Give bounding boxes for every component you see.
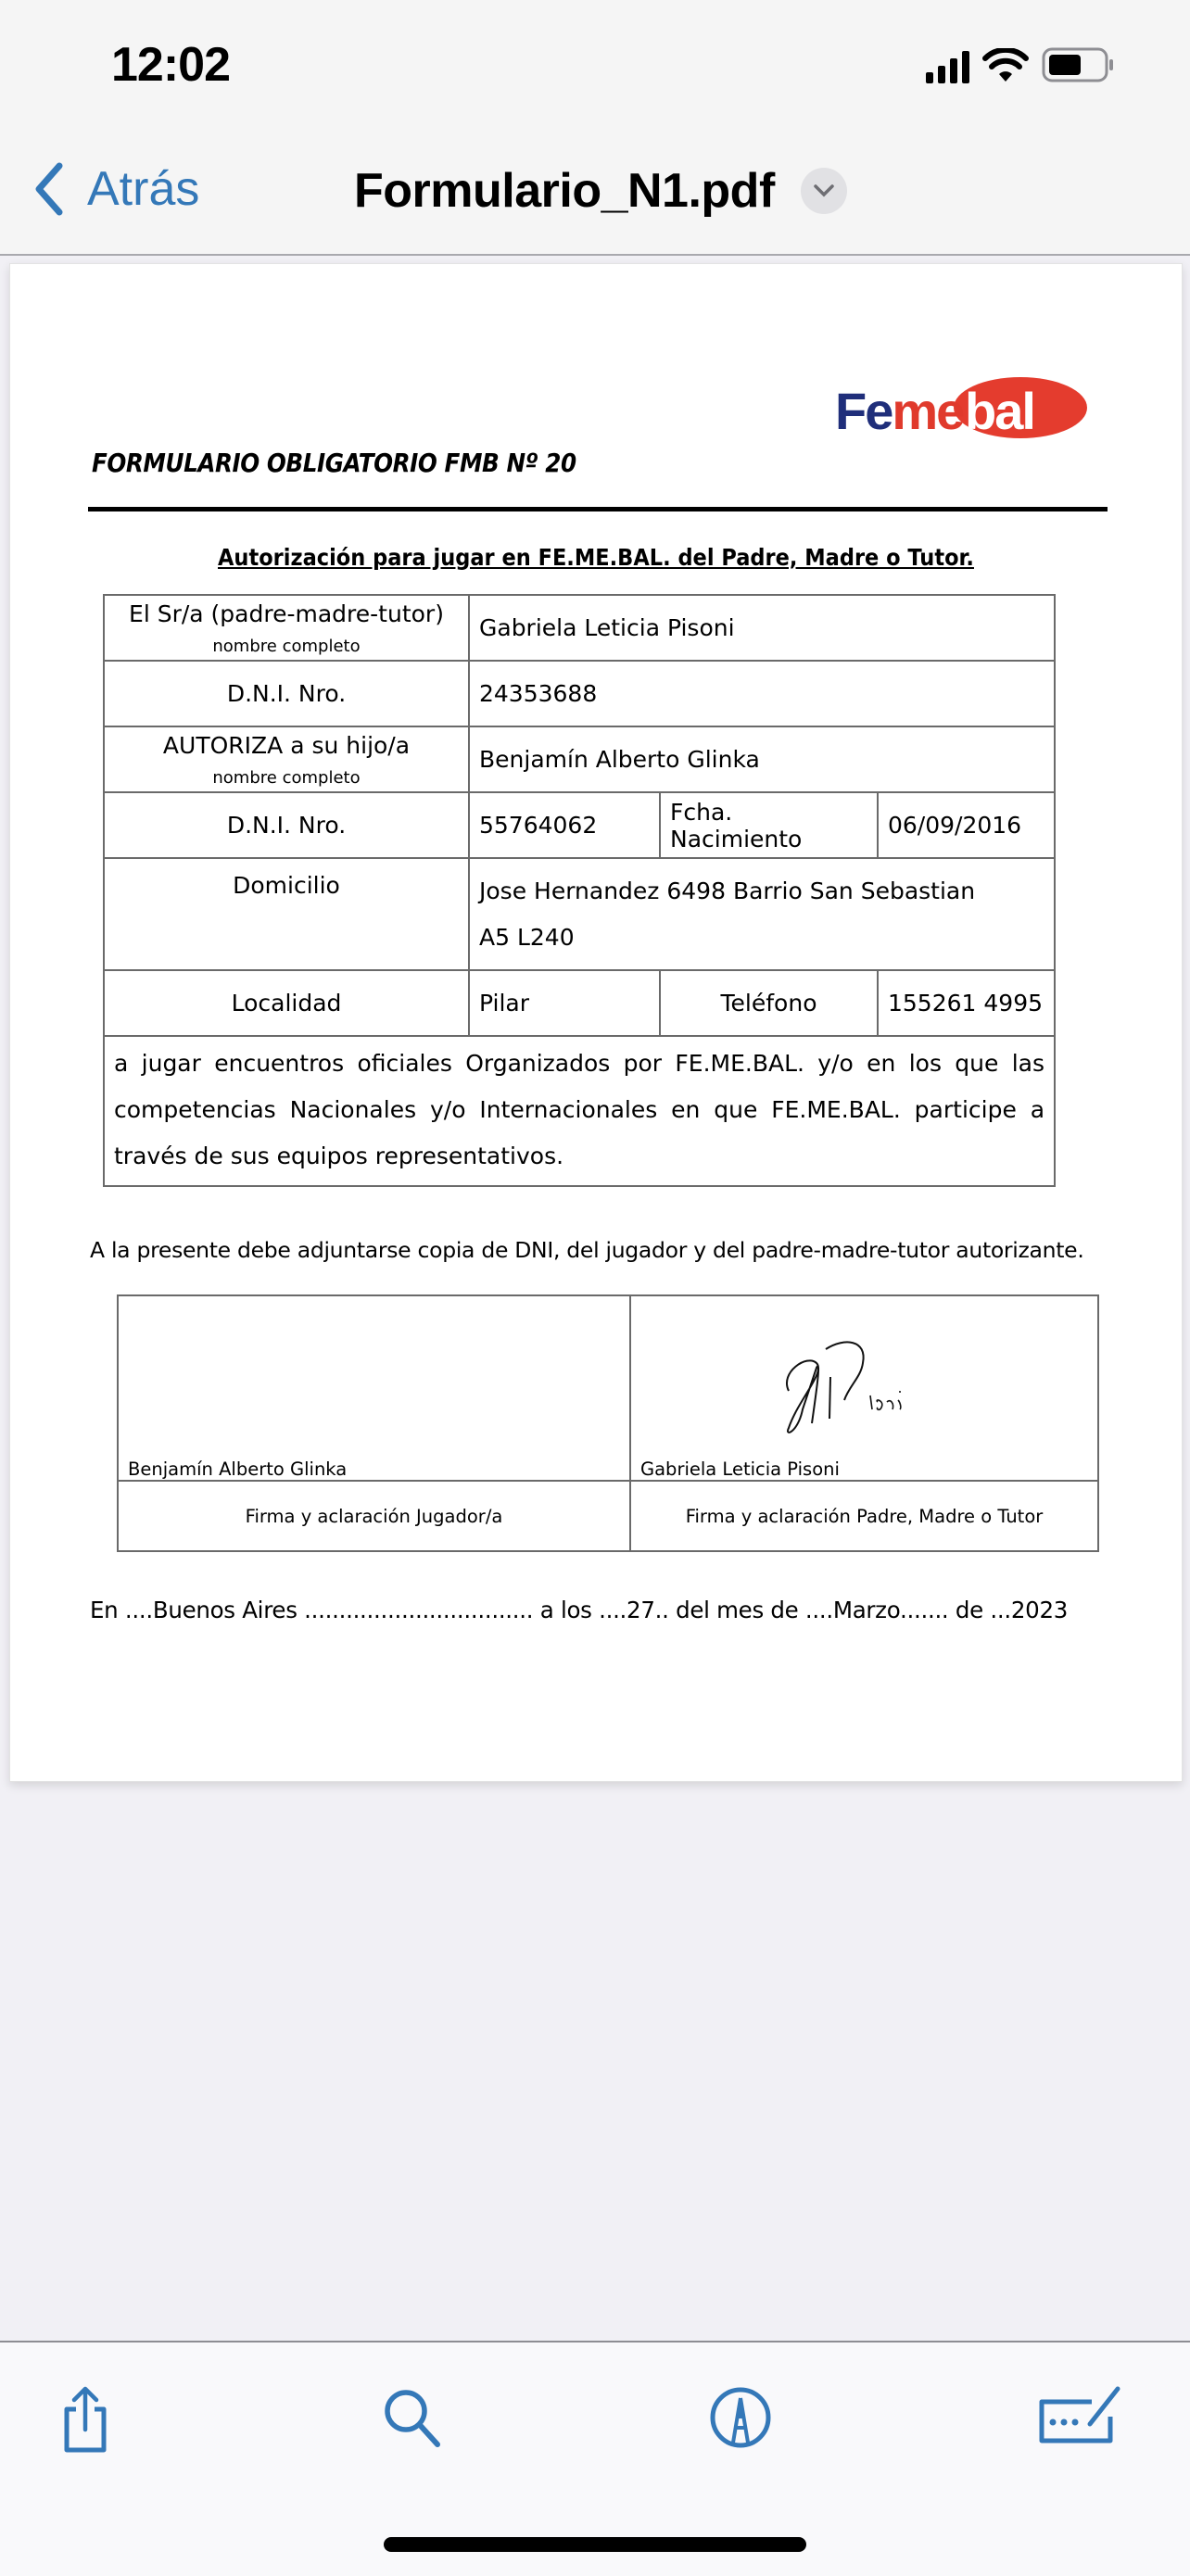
status-time: 12:02 [111, 38, 230, 92]
table-row [104, 970, 1055, 1036]
pdf-viewer[interactable] [0, 256, 1190, 2341]
parent-dni-label: D.N.I. Nro. [104, 661, 469, 726]
wifi-icon [982, 48, 1029, 83]
child-label-cell [104, 726, 469, 792]
logo-text-me: me [892, 382, 964, 440]
child-label: AUTORIZA a su hijo/a [162, 731, 411, 759]
fill-sign-button[interactable] [1036, 2385, 1125, 2450]
city-value: Pilar [469, 970, 660, 1036]
parent-name: Gabriela Leticia Pisoni [640, 1458, 840, 1480]
parent-sublabel: nombre completo [212, 636, 361, 656]
document-title-text: Formulario_N1.pdf [354, 164, 775, 218]
table-row [104, 792, 1055, 858]
share-icon [59, 2385, 119, 2456]
status-icons [926, 46, 1116, 83]
child-name-value: Benjamín Alberto Glinka [469, 726, 1055, 792]
table-row [118, 1481, 1098, 1551]
battery-icon [1042, 46, 1116, 83]
table-row [104, 726, 1055, 792]
navigation-bar [0, 139, 1190, 256]
date-place-line: En ....Buenos Aires ................................. a los ....27.. del mes de ....Marzo....... de ...2023 [90, 1597, 1069, 1623]
table-row [104, 858, 1055, 970]
address-value: Jose Hernandez 6498 Barrio San Sebastian A5 L240 [469, 858, 1055, 970]
parent-signature-caption: Firma y aclaración Padre, Madre o Tutor [630, 1481, 1098, 1551]
child-dni-value: 55764062 [469, 792, 660, 858]
child-sublabel: nombre completo [212, 767, 361, 788]
chevron-left-icon [32, 162, 65, 216]
handwritten-signature [761, 1335, 946, 1437]
logo-text-bal: bal [965, 382, 1034, 440]
parent-label: El Sr/a (padre-madre-tutor) [129, 600, 444, 627]
address-label: Domicilio [104, 858, 469, 970]
player-signature-cell [118, 1295, 630, 1481]
parent-signature-cell [630, 1295, 1098, 1481]
title-divider [88, 507, 1108, 511]
table-row [104, 661, 1055, 726]
status-bar [0, 0, 1190, 139]
authorization-text: a jugar encuentros oficiales Organizados por FE.ME.BAL. y/o en los que las competencias Nacionales y/o Internacionales en que FE.ME.BAL. participe a través de sus equipos representativos. [104, 1036, 1055, 1186]
logo-text-fe: Fe [835, 382, 892, 440]
parent-dni-value: 24353688 [469, 661, 1055, 726]
markup-button[interactable] [708, 2385, 773, 2454]
parent-label-cell [104, 595, 469, 661]
fill-and-sign-icon [1036, 2385, 1125, 2446]
document-title[interactable] [354, 163, 847, 219]
child-dni-label: D.N.I. Nro. [104, 792, 469, 858]
birth-date-value: 06/09/2016 [878, 792, 1055, 858]
back-label: Atrás [87, 162, 200, 216]
signature-table [117, 1294, 1099, 1552]
table-row [118, 1295, 1098, 1481]
phone-value: 155261 4995 [878, 970, 1055, 1036]
attachment-note: A la presente debe adjuntarse copia de DNI, del jugador y del padre-madre-tutor autorizante. [90, 1237, 1084, 1263]
phone-label: Teléfono [660, 970, 878, 1036]
form-subtitle: Autorización para jugar en FE.ME.BAL. del Padre, Madre o Tutor. [218, 544, 974, 571]
search-icon [380, 2385, 445, 2450]
chevron-down-icon [814, 184, 834, 197]
authorization-table [103, 594, 1056, 1187]
player-name: Benjamín Alberto Glinka [128, 1458, 348, 1480]
home-indicator[interactable] [384, 2537, 806, 2552]
table-row [104, 595, 1055, 661]
share-button[interactable] [59, 2385, 119, 2459]
pdf-page [9, 263, 1183, 1782]
search-button[interactable] [380, 2385, 445, 2454]
parent-name-value: Gabriela Leticia Pisoni [469, 595, 1055, 661]
markup-pen-icon [708, 2385, 773, 2450]
city-label: Localidad [104, 970, 469, 1036]
table-row [104, 1036, 1055, 1186]
player-signature-caption: Firma y aclaración Jugador/a [118, 1481, 630, 1551]
title-menu-button[interactable] [801, 168, 847, 214]
cellular-signal-icon [926, 50, 969, 83]
femebal-logo [826, 373, 1104, 442]
birth-date-label: Fcha. Nacimiento [660, 792, 878, 858]
back-button[interactable] [32, 161, 199, 217]
form-title: FORMULARIO OBLIGATORIO FMB Nº 20 [92, 448, 576, 478]
